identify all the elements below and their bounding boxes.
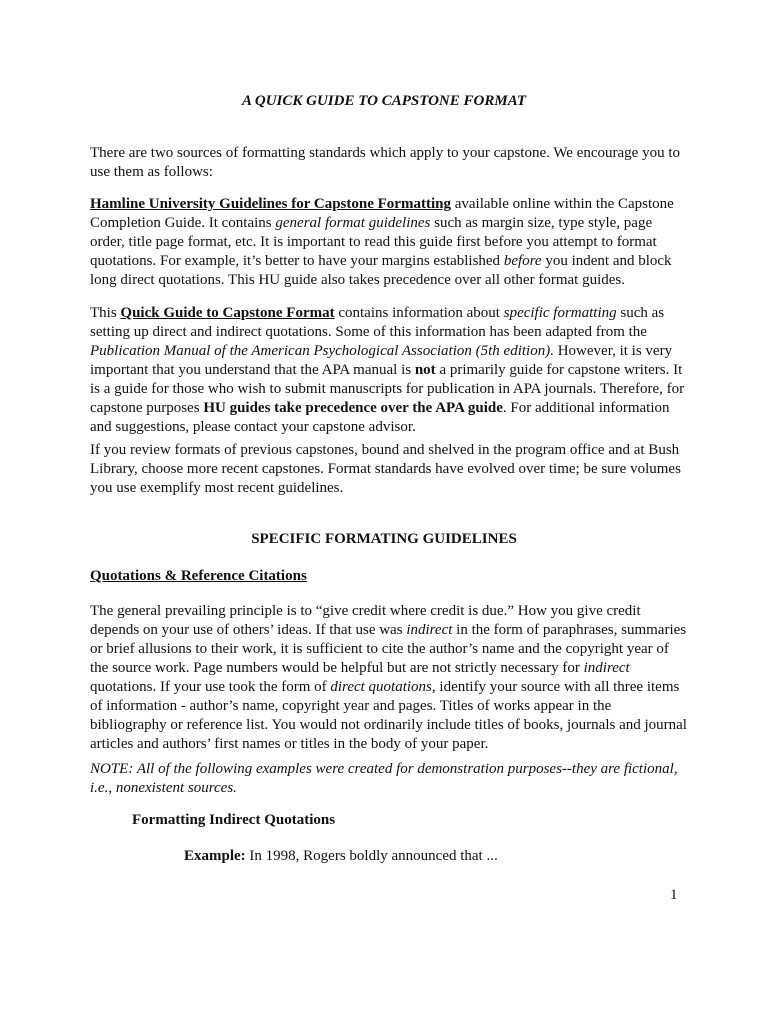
hu-text-1: available online within the Capstone Completion Guide. It contains (90, 196, 674, 231)
review-paragraph: If you review formats of previous capstones, bound and shelved in the program office and at Bush Library, choose more recent capstones. Format standards have evolved over time; be sure volumes you use exemplify most recent guidelines. (90, 442, 681, 496)
quick-italic-2: Publication Manual of the American Psychological Association (5th edition). (90, 343, 554, 359)
quick-bold-2: HU guides take precedence over the APA guide (203, 400, 503, 416)
example-text: In 1998, Rogers boldly announced that ... (245, 848, 498, 864)
hu-italic-2: before (503, 253, 542, 269)
principle-text-2: in the form of paraphrases, summaries or brief allusions to their work, it is sufficient to cite the author’s name and the copyright year of the source work. Page numbers would be helpful but are not strictly necessary for (90, 622, 687, 676)
principle-text-3: quotations. If your use took the form of (90, 679, 331, 695)
quick-text-3: However, it is very important that you understand that the APA manual is (90, 343, 673, 378)
section-heading: SPECIFIC FORMATING GUIDELINES (251, 531, 517, 547)
example-line (184, 847, 498, 866)
principle-italic-1: indirect (406, 622, 453, 638)
quick-guide-paragraph (90, 304, 690, 437)
subsection-heading: Quotations & Reference Citations (90, 568, 307, 584)
intro-paragraph: There are two sources of formatting standards which apply to your capstone. We encourage you to use them as follows: (90, 145, 680, 180)
hu-italic-1: general format guidelines (275, 215, 431, 231)
quick-text-2: such as setting up direct and indirect quotations. Some of this information has been adapted from the (90, 305, 665, 340)
indirect-quotations-heading: Formatting Indirect Quotations (132, 812, 336, 828)
principle-italic-2: indirect (583, 660, 630, 676)
quick-bold-1: not (414, 362, 436, 378)
note-paragraph: NOTE: All of the following examples were created for demonstration purposes--they are fictional, i.e., nonexistent sources. (90, 761, 678, 796)
hu-text-3: you indent and block long direct quotations. This HU guide also takes precedence over all other format guides. (90, 253, 672, 288)
hu-guidelines-paragraph (90, 195, 690, 290)
example-label: Example: (184, 848, 246, 864)
hu-guidelines-link[interactable]: Hamline University Guidelines for Capstone Formatting (90, 196, 451, 212)
quick-text-1: contains information about (334, 305, 504, 321)
quick-text-4: a primarily guide for capstone writers. It is a guide for those who wish to submit manuscripts for publication in APA journals. Therefore, for capstone purposes (90, 362, 685, 416)
quick-guide-link[interactable]: Quick Guide to Capstone Format (120, 305, 335, 321)
principle-text-1: The general prevailing principle is to “give credit where credit is due.” How you give credit depends on your use of others’ ideas. If that use was (90, 603, 641, 638)
principle-italic-3: direct quotations (330, 679, 432, 695)
quick-text-0: This (90, 305, 121, 321)
principle-paragraph (90, 602, 690, 754)
quick-text-5: . For additional information and suggestions, please contact your capstone advisor. (90, 400, 670, 435)
quick-italic-1: specific formatting (503, 305, 617, 321)
document-title: A QUICK GUIDE TO CAPSTONE FORMAT (241, 93, 527, 109)
principle-text-4: , identify your source with all three items of information - author’s name, copyright year and pages. Titles of works appear in the bibliography or reference list. You would not ordinarily include titles of books, journals and journal articles and authors’ first names or titles in the body of your paper. (90, 679, 687, 752)
page-number: 1 (670, 887, 678, 903)
hu-text-2: such as margin size, type style, page order, title page format, etc. It is important to read this guide first before you attempt to format quotations. For example, it’s better to have your margins established (90, 215, 657, 269)
